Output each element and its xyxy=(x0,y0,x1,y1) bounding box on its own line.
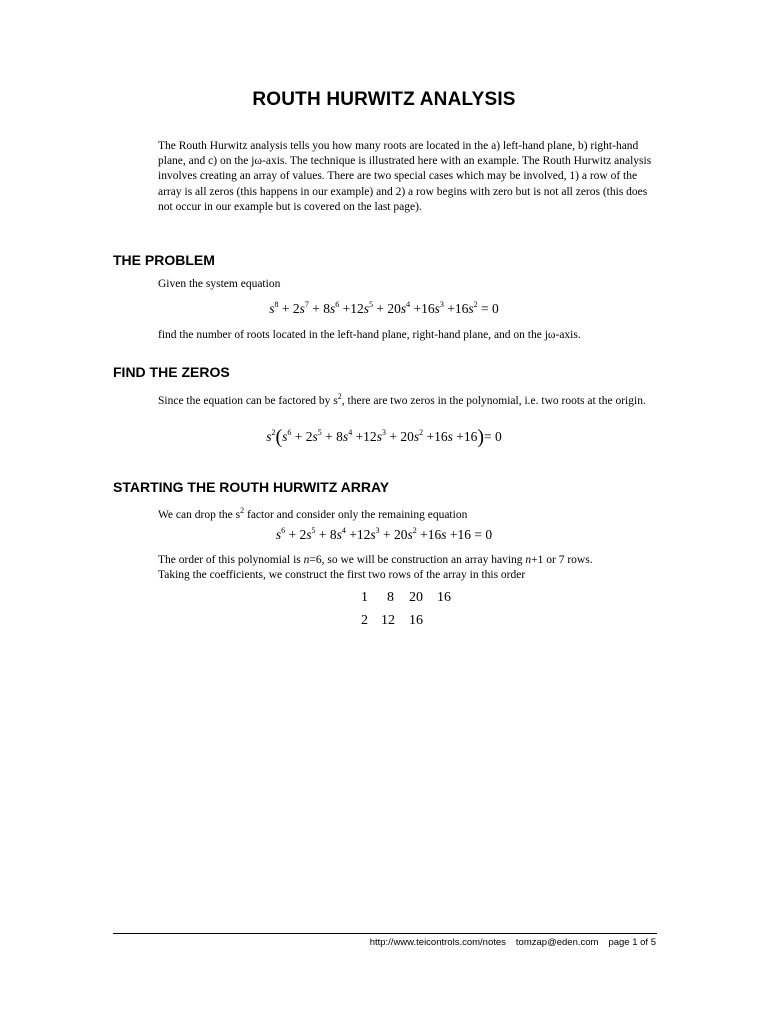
system-equation: $s^8 + 2s^7 + 8s^6 +12s^5 + 20s^4 +16s^3 +16s^2 = 0$ xyxy=(269,300,499,316)
footer-page-number: page 1 of 5 xyxy=(608,937,656,948)
array-text1-sup: 2 xyxy=(240,506,245,515)
factored-equation: $s^2(s^6 + 2s^5 + 8s^4 +12s^3 + 20s^2 +16s +16)= 0$ xyxy=(266,426,502,448)
section-heading-problem: THE PROBLEM xyxy=(113,252,215,268)
array-text2-c: +1 or 7 rows. xyxy=(531,554,593,566)
array-cell: 16 xyxy=(437,590,451,605)
footer-url-link[interactable]: http://www.teicontrols.com/notes xyxy=(369,937,506,948)
array-cell: 2 xyxy=(361,613,368,628)
array-cell: 16 xyxy=(409,613,423,628)
section-heading-array: STARTING THE ROUTH HURWITZ ARRAY xyxy=(113,479,390,495)
array-cell: 20 xyxy=(409,590,423,605)
array-text1-b: factor and consider only the remaining equation xyxy=(244,508,468,521)
page-footer xyxy=(370,937,656,948)
array-cell: 1 xyxy=(361,590,368,605)
array-text2-b: =6, so we will be construction an array having xyxy=(309,554,526,566)
array-cell: 8 xyxy=(387,590,394,605)
page-title: ROUTH HURWITZ ANALYSIS xyxy=(252,89,516,110)
array-text1-a: We can drop the s xyxy=(158,508,241,521)
array-cell: 12 xyxy=(381,613,395,628)
array-text2-n1: n xyxy=(303,554,310,566)
zeros-text-sup: 2 xyxy=(337,392,342,401)
array-text2-n2: n xyxy=(525,554,532,566)
remaining-equation: $s^6 + 2s^5 + 8s^4 +12s^3 + 20s^2 +16s +16 = 0$ xyxy=(275,526,493,542)
array-text3: Taking the coefficients, we construct the first two rows of the array in this order xyxy=(158,569,526,582)
footer-rule xyxy=(113,933,657,934)
array-text-order xyxy=(158,553,658,583)
problem-text-find: find the number of roots located in the left-hand plane, right-hand plane, and on the jω-axis. xyxy=(158,329,581,341)
array-text2-a: The order of this polynomial is xyxy=(158,554,304,566)
footer-email-link[interactable]: tomzap@eden.com xyxy=(515,937,599,948)
section-heading-zeros: FIND THE ZEROS xyxy=(113,364,230,380)
intro-paragraph: The Routh Hurwitz analysis tells you how many roots are located in the a) left-hand plane, b) right-hand plane, and c) on the jω-axis. The technique is illustrated here with an example. The Routh Hurwitz analysis involves creating an array of values. There are two special cases which may be involved, 1) a row of the array is all zeros (this happens in our example) and 2) a row begins with zero but is not all zeros (this does not occur in our example but is covered on the last page). xyxy=(158,140,652,213)
zeros-paragraph xyxy=(158,389,658,409)
problem-text-given: Given the system equation xyxy=(158,278,281,290)
zeros-text-b: , there are two zeros in the polynomial, i.e. two roots at the origin. xyxy=(341,394,646,407)
array-text-drop xyxy=(158,503,658,523)
zeros-text-a: Since the equation can be factored by s xyxy=(158,394,338,407)
